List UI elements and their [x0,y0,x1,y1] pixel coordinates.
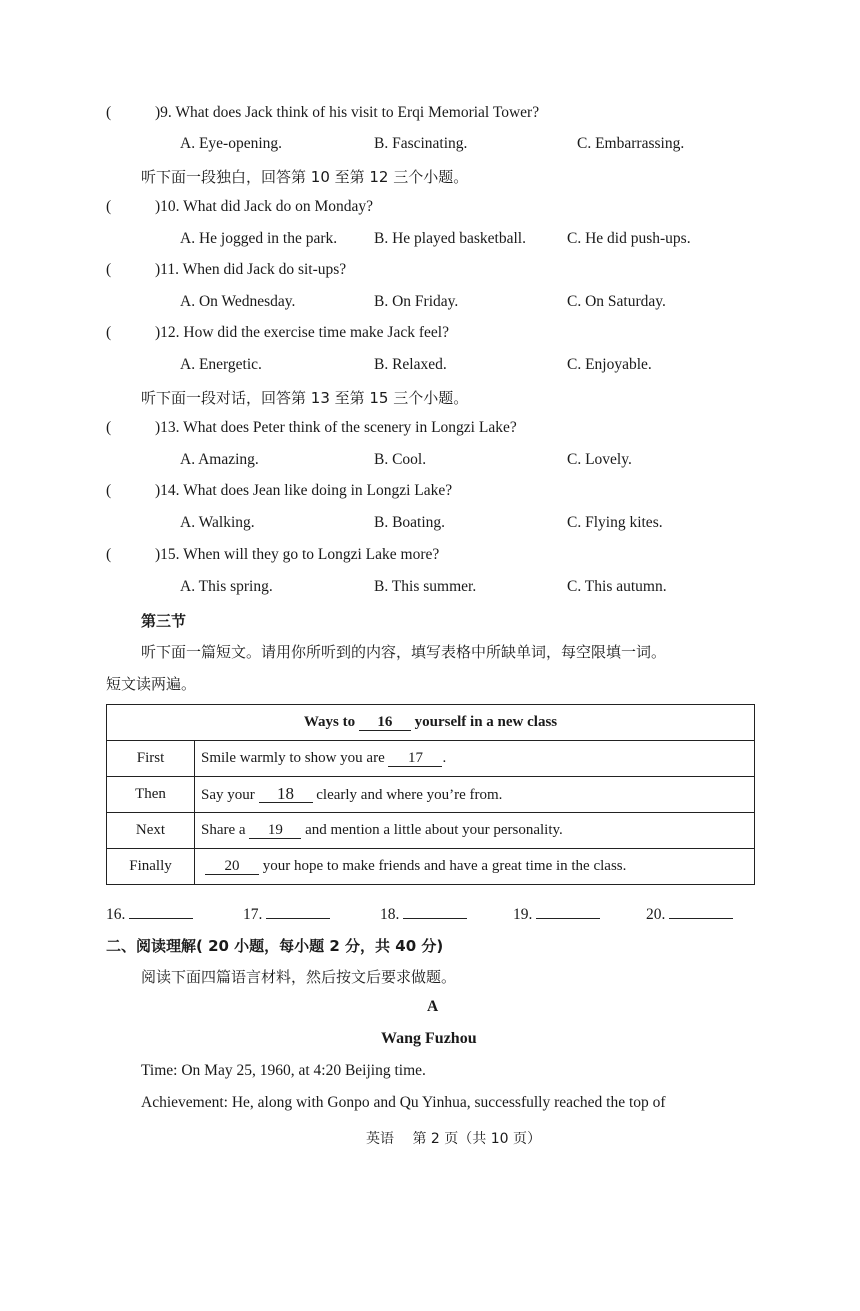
section-instruction-line2: 短文读两遍。 [106,675,197,693]
option-b: B. He played basketball. [374,230,526,247]
question-14 [155,482,452,500]
answer-number: 20. [646,906,666,923]
answer-paren-close: ) [155,104,161,121]
table-title [107,705,755,741]
monologue-instruction: 听下面一段独白，回答第 10 至第 12 三个小题。 [141,168,469,186]
option-a: A. Eye-opening. [180,135,283,152]
blank-17[interactable]: 17 [388,750,442,767]
answer-number: 17. [243,906,263,923]
table-title-row [107,705,755,741]
table-title-pre: Ways to [303,714,356,730]
passage-title: Wang Fuzhou [381,1030,477,1047]
answer-blank-19[interactable] [513,904,600,924]
answer-blank-20[interactable] [646,904,733,924]
question-text: How did the exercise time make Jack feel? [183,324,449,341]
option-a: A. Walking. [180,514,255,531]
answer-line[interactable] [536,904,600,919]
answer-number: 19. [513,906,533,923]
question-10 [155,198,373,216]
option-b: B. Cool. [374,451,427,468]
table-row [107,813,755,849]
answer-blank-18[interactable] [380,904,467,924]
option-b: B. Relaxed. [374,356,447,373]
answer-paren-close: ) [155,261,161,278]
dialogue-instruction: 听下面一段对话，回答第 13 至第 15 三个小题。 [141,389,469,407]
blank-20[interactable]: 20 [205,858,259,875]
answer-number: 18. [380,906,400,923]
question-13 [155,419,517,437]
section-heading: 第三节 [141,612,187,630]
answer-paren-close: ) [155,419,161,436]
question-text: What does Jean like doing in Longzi Lake? [183,482,453,499]
table-row [107,777,755,813]
answer-paren-open: ( [106,261,112,278]
row-text-pre: Share a [201,822,246,838]
option-c: C. On Saturday. [567,293,666,310]
row-content [195,813,755,849]
row-content [195,849,755,885]
option-b: B. Fascinating. [374,135,468,152]
part-heading: 二、阅读理解( 20 小题，每小题 2 分，共 40 分) [106,937,444,955]
question-number: 10. [160,198,180,215]
answer-line[interactable] [266,904,330,919]
answer-line[interactable] [669,904,733,919]
option-a: A. On Wednesday. [180,293,296,310]
passage-achievement-line: Achievement: He, along with Gonpo and Qu Yinhua, successfully reached the top of [141,1094,666,1111]
question-12 [155,324,449,342]
row-label: Then [107,777,195,813]
answer-paren-open: ( [106,104,112,121]
blank-16[interactable]: 16 [359,714,411,731]
blank-19[interactable]: 19 [249,822,301,839]
question-number: 9. [160,104,172,121]
row-text-pre: Smile warmly to show you are [201,750,385,766]
answer-paren-open: ( [106,482,112,499]
option-b: B. Boating. [374,514,446,531]
answer-paren-open: ( [106,419,112,436]
option-a: A. He jogged in the park. [180,230,338,247]
passage-time-line: Time: On May 25, 1960, at 4:20 Beijing time. [141,1062,426,1079]
option-b: B. This summer. [374,578,477,595]
answer-paren-close: ) [155,324,161,341]
answer-paren-close: ) [155,546,161,563]
row-content [195,777,755,813]
option-a: A. Amazing. [180,451,259,468]
ways-table [106,704,755,885]
question-text: When did Jack do sit-ups? [182,261,347,278]
option-c: C. Enjoyable. [567,356,652,373]
option-c: C. He did push-ups. [567,230,691,247]
section-instruction-line1: 听下面一篇短文。请用你所听到的内容，填写表格中所缺单词，每空限填一词。 [141,643,667,661]
question-text: What does Peter think of the scenery in Longzi Lake? [183,419,517,436]
answer-paren-open: ( [106,198,112,215]
question-number: 15. [160,546,180,563]
row-label: Next [107,813,195,849]
answer-paren-close: ) [155,198,161,215]
question-text: When will they go to Longzi Lake more? [183,546,440,563]
question-9 [155,104,539,122]
option-c: C. Lovely. [567,451,632,468]
row-text-pre: Say your [201,786,255,803]
part-instruction: 阅读下面四篇语言材料，然后按文后要求做题。 [141,968,457,986]
option-c: C. Flying kites. [567,514,663,531]
page-footer: 英语 第 2 页（共 10 页） [366,1131,541,1147]
option-a: A. Energetic. [180,356,262,373]
row-content [195,741,755,777]
blank-18[interactable]: 18 [259,786,313,803]
answer-blank-16[interactable] [106,904,193,924]
row-text-post: clearly and where you’re from. [316,786,503,803]
question-11 [155,261,346,279]
answer-line[interactable] [403,904,467,919]
question-number: 14. [160,482,180,499]
answer-paren-open: ( [106,324,112,341]
answer-blank-17[interactable] [243,904,330,924]
table-row [107,741,755,777]
option-b: B. On Friday. [374,293,459,310]
answer-line[interactable] [129,904,193,919]
row-label: Finally [107,849,195,885]
question-number: 12. [160,324,180,341]
answer-number: 16. [106,906,126,923]
option-c: C. This autumn. [567,578,667,595]
table-row [107,849,755,885]
question-text: What does Jack think of his visit to Erqi Memorial Tower? [175,104,540,121]
row-text-post: your hope to make friends and have a great time in the class. [262,858,627,874]
table-title-post: yourself in a new class [414,714,558,730]
row-label: First [107,741,195,777]
question-number: 11. [160,261,179,278]
option-c: C. Embarrassing. [577,135,685,152]
question-number: 13. [160,419,180,436]
row-text-post: . [442,750,447,766]
option-a: A. This spring. [180,578,273,595]
passage-letter: A [427,998,439,1015]
question-text: What did Jack do on Monday? [183,198,373,215]
answer-paren-open: ( [106,546,112,563]
row-text-post: and mention a little about your personality. [305,822,563,838]
question-15 [155,546,439,564]
answer-paren-close: ) [155,482,161,499]
